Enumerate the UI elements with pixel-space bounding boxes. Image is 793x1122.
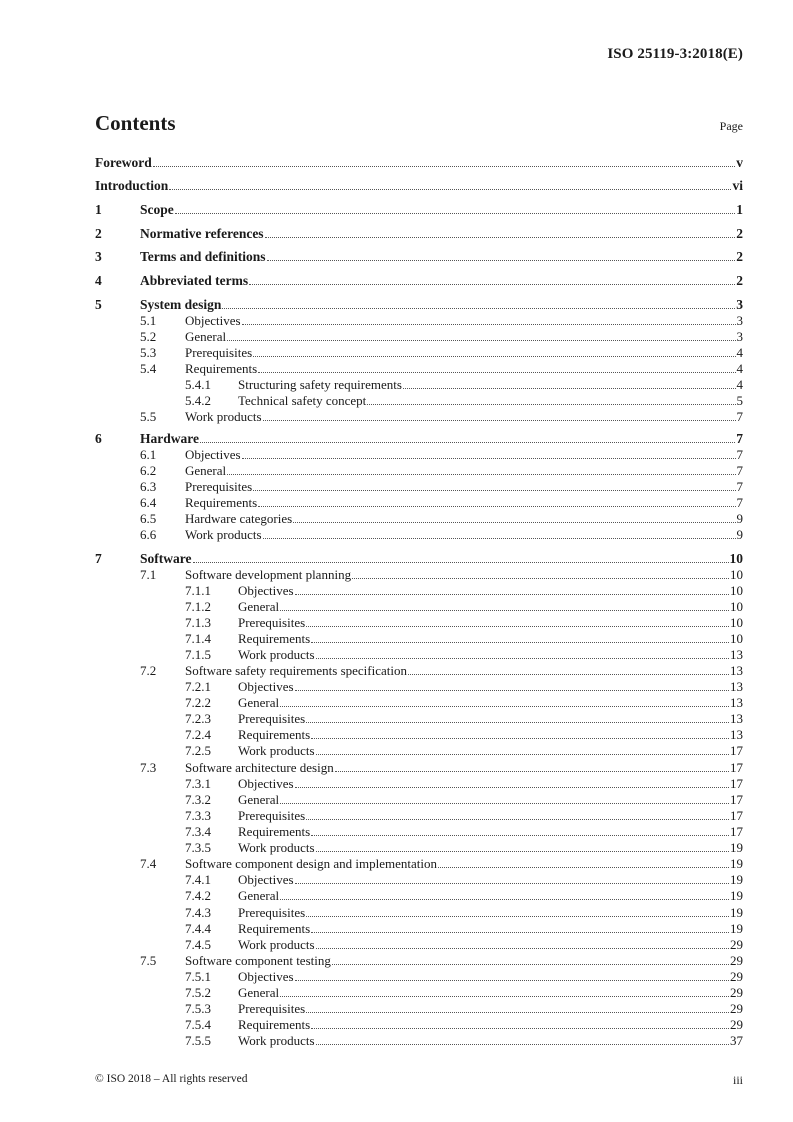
toc-entry[interactable] <box>95 567 743 583</box>
toc-entry-title[interactable]: Work products <box>185 409 262 424</box>
dot-leader <box>403 387 736 389</box>
toc-entry-number: 7.4.3 <box>185 905 211 920</box>
toc-entry-title[interactable]: Software development planning <box>185 567 352 582</box>
toc-entry-number: 7.4.1 <box>185 872 211 887</box>
toc-entry-page[interactable]: 10 <box>730 583 743 598</box>
toc-entry-number: 5.4.1 <box>185 377 211 392</box>
toc-entry-number: 5.4 <box>140 361 157 376</box>
dot-leader <box>306 915 729 917</box>
dot-leader <box>280 609 729 611</box>
toc-entry-page[interactable]: 3 <box>736 313 743 328</box>
toc-entry[interactable] <box>95 345 743 361</box>
toc-entry-page[interactable]: 13 <box>730 727 743 742</box>
toc-entry-page[interactable]: 29 <box>730 969 743 984</box>
toc-entry[interactable] <box>95 727 743 743</box>
toc-entry-title[interactable]: Requirements <box>185 361 258 376</box>
toc-entry-title[interactable]: Work products <box>238 937 315 952</box>
toc-entry-number: 7.1.1 <box>185 583 211 598</box>
contents-title: Contents <box>95 111 176 135</box>
toc-entry-title[interactable]: Introduction <box>95 178 169 193</box>
toc-entry[interactable] <box>95 527 743 543</box>
toc-entry-page[interactable]: 4 <box>736 361 743 376</box>
toc-entry-title[interactable]: Objectives <box>238 583 294 598</box>
toc-entry-number: 6.6 <box>140 527 157 542</box>
toc-entry[interactable] <box>95 511 743 527</box>
toc-entry-title[interactable]: Requirements <box>238 1017 311 1032</box>
toc-entry-number: 7.2 <box>140 663 157 678</box>
toc-entry-page[interactable]: 19 <box>730 888 743 903</box>
toc-entry-number: 7.3.3 <box>185 808 211 823</box>
toc-entry-number: 7.1.4 <box>185 631 211 646</box>
toc-entry-page[interactable]: 17 <box>730 808 743 823</box>
toc-entry-title[interactable]: Software safety requirements specification <box>185 663 407 678</box>
dot-leader <box>193 561 729 563</box>
dot-leader <box>295 786 729 788</box>
toc-entry-page[interactable]: 7 <box>736 463 743 478</box>
toc-entry-page[interactable]: 13 <box>730 679 743 694</box>
toc-entry[interactable] <box>95 313 743 329</box>
toc-entry-title[interactable]: System design <box>140 297 222 312</box>
toc-entry[interactable] <box>95 631 743 647</box>
toc-entry-number: 6.1 <box>140 447 157 462</box>
toc-entry-number: 6 <box>95 431 102 446</box>
toc-entry-title[interactable]: Requirements <box>238 824 311 839</box>
toc-entry-title[interactable]: Work products <box>185 527 262 542</box>
toc-entry-title[interactable]: Hardware categories <box>185 511 293 526</box>
toc-entry-page[interactable]: 29 <box>730 1001 743 1016</box>
toc-entry-number: 7.2.2 <box>185 695 211 710</box>
toc-entry-title[interactable]: General <box>238 599 280 614</box>
toc-entry-title[interactable]: Structuring safety requirements <box>238 377 402 392</box>
toc-entry-title[interactable]: General <box>238 985 280 1000</box>
toc-entry-number: 7.4 <box>140 856 157 871</box>
toc-entry-page[interactable]: vi <box>732 178 743 193</box>
dot-leader <box>227 339 735 341</box>
dot-leader <box>263 537 736 539</box>
toc-entry-page[interactable]: 9 <box>736 527 743 542</box>
toc-entry[interactable] <box>95 743 743 759</box>
toc-entry-number: 7.1.2 <box>185 599 211 614</box>
toc-entry-page[interactable]: 19 <box>730 872 743 887</box>
dot-leader <box>311 737 729 739</box>
dot-leader <box>306 625 729 627</box>
toc-entry-title[interactable]: Work products <box>238 1033 315 1048</box>
toc-entry[interactable] <box>95 679 743 695</box>
toc-entry-title[interactable]: Software component testing <box>185 953 331 968</box>
toc-entry[interactable] <box>95 856 743 872</box>
toc-entry-title[interactable]: General <box>185 463 227 478</box>
toc-entry-title[interactable]: Terms and definitions <box>140 249 266 264</box>
toc-entry[interactable] <box>95 953 743 969</box>
dot-leader <box>169 188 731 190</box>
toc-entry-number: 6.2 <box>140 463 157 478</box>
toc-entry[interactable] <box>95 226 743 242</box>
toc-entry-number: 7.1.5 <box>185 647 211 662</box>
toc-entry-number: 4 <box>95 273 102 288</box>
dot-leader <box>153 165 736 167</box>
toc-entry-number: 7.1.3 <box>185 615 211 630</box>
toc-entry-number: 7.4.4 <box>185 921 211 936</box>
toc-entry-page[interactable]: 10 <box>729 551 743 566</box>
toc-entry-number: 7.3.4 <box>185 824 211 839</box>
toc-entry-page[interactable]: 29 <box>730 937 743 952</box>
toc-entry-title[interactable]: Work products <box>238 647 315 662</box>
dot-leader <box>438 866 729 868</box>
toc-entry-title[interactable]: Objectives <box>238 969 294 984</box>
toc-entry-page[interactable]: 19 <box>730 921 743 936</box>
toc-entry-title[interactable]: Prerequisites <box>185 345 253 360</box>
toc-entry-title[interactable]: Prerequisites <box>238 808 306 823</box>
dot-leader <box>253 489 735 491</box>
dot-leader <box>295 979 729 981</box>
toc-entry[interactable] <box>95 647 743 663</box>
toc-entry-title[interactable]: Foreword <box>95 155 152 170</box>
toc-entry[interactable] <box>95 409 743 425</box>
toc-entry-page[interactable]: v <box>736 155 743 170</box>
toc-entry-page[interactable]: 7 <box>736 409 743 424</box>
toc-entry[interactable] <box>95 155 743 171</box>
dot-leader <box>316 657 729 659</box>
dot-leader <box>280 995 729 997</box>
toc-entry[interactable] <box>95 447 743 463</box>
toc-entry[interactable] <box>95 711 743 727</box>
toc-entry[interactable] <box>95 921 743 937</box>
toc-entry-title[interactable]: Hardware <box>140 431 199 446</box>
toc-entry-page[interactable]: 37 <box>730 1033 743 1048</box>
toc-entry[interactable] <box>95 249 743 265</box>
toc-entry-number: 6.5 <box>140 511 157 526</box>
toc-entry[interactable] <box>95 361 743 377</box>
dot-leader <box>295 882 729 884</box>
toc-entry[interactable] <box>95 840 743 856</box>
dot-leader <box>249 283 735 285</box>
dot-leader <box>306 818 729 820</box>
toc-entry-number: 2 <box>95 226 102 241</box>
toc-entry-page[interactable]: 13 <box>730 695 743 710</box>
toc-entry-number: 7.2.4 <box>185 727 211 742</box>
toc-entry-number: 7.3 <box>140 760 157 775</box>
toc-entry[interactable] <box>95 393 743 409</box>
toc-entry-number: 7.2.1 <box>185 679 211 694</box>
toc-entry-page[interactable]: 10 <box>730 631 743 646</box>
toc-entry-title[interactable]: Objectives <box>238 679 294 694</box>
toc-entry-number: 7.1 <box>140 567 157 582</box>
dot-leader <box>408 673 729 675</box>
toc-entry-title[interactable]: Software <box>140 551 192 566</box>
dot-leader <box>295 689 729 691</box>
toc-entry-title[interactable]: Prerequisites <box>238 711 306 726</box>
toc-entry[interactable] <box>95 599 743 615</box>
dot-leader <box>258 371 735 373</box>
toc-entry[interactable] <box>95 1001 743 1017</box>
toc-entry-title[interactable]: Objectives <box>238 872 294 887</box>
toc-entry-page[interactable]: 5 <box>736 393 743 408</box>
toc-entry-number: 7.2.5 <box>185 743 211 758</box>
dot-leader <box>295 593 729 595</box>
dot-leader <box>316 753 729 755</box>
toc-entry-page[interactable]: 7 <box>736 479 743 494</box>
toc-entry-number: 6.4 <box>140 495 157 510</box>
toc-entry[interactable] <box>95 695 743 711</box>
toc-entry-page[interactable]: 19 <box>730 840 743 855</box>
toc-entry[interactable] <box>95 905 743 921</box>
toc-entry-number: 5.4.2 <box>185 393 211 408</box>
toc-entry[interactable] <box>95 583 743 599</box>
toc-entry[interactable] <box>95 178 743 194</box>
toc-entry-number: 7.3.1 <box>185 776 211 791</box>
toc-entry[interactable] <box>95 888 743 904</box>
toc-entry[interactable] <box>95 273 743 289</box>
dot-leader <box>242 457 736 459</box>
toc-entry-title[interactable]: Prerequisites <box>185 479 253 494</box>
toc-entry[interactable] <box>95 808 743 824</box>
toc-entry-page[interactable]: 10 <box>730 615 743 630</box>
toc-entry-page[interactable]: 7 <box>736 431 743 446</box>
toc-entry-title[interactable]: Requirements <box>185 495 258 510</box>
toc-entry-number: 5 <box>95 297 102 312</box>
toc-entry-number: 7 <box>95 551 102 566</box>
toc-entry-page[interactable]: 13 <box>730 663 743 678</box>
dot-leader <box>253 355 735 357</box>
footer-copyright: © ISO 2018 – All rights reserved <box>95 1073 248 1085</box>
toc-entry-number: 5.5 <box>140 409 157 424</box>
toc-entry-page[interactable]: 4 <box>736 345 743 360</box>
toc-entry-number: 7.3.5 <box>185 840 211 855</box>
toc-entry-page[interactable]: 17 <box>730 776 743 791</box>
toc-entry-title[interactable]: Abbreviated terms <box>140 273 249 288</box>
toc-entry-page[interactable]: 2 <box>736 249 743 264</box>
toc-entry-title[interactable]: Objectives <box>185 313 241 328</box>
page-column-label: Page <box>719 119 743 133</box>
dot-leader <box>311 641 729 643</box>
toc-entry[interactable] <box>95 297 743 313</box>
toc-entry-page[interactable]: 29 <box>730 953 743 968</box>
toc-entry-page[interactable]: 7 <box>736 447 743 462</box>
toc-entry[interactable] <box>95 202 743 218</box>
toc-entry-page[interactable]: 13 <box>730 711 743 726</box>
toc-entry[interactable] <box>95 463 743 479</box>
dot-leader <box>316 1043 729 1045</box>
toc-entry-page[interactable]: 9 <box>736 511 743 526</box>
toc-entry[interactable] <box>95 776 743 792</box>
toc-entry-page[interactable]: 17 <box>730 743 743 758</box>
toc-entry-title[interactable]: Requirements <box>238 921 311 936</box>
toc-entry-title[interactable]: Requirements <box>238 727 311 742</box>
toc-entry-number: 7.5.2 <box>185 985 211 1000</box>
toc-entry-page[interactable]: 3 <box>736 329 743 344</box>
dot-leader <box>280 802 729 804</box>
toc-entry-title[interactable]: Work products <box>238 840 315 855</box>
toc-entry[interactable] <box>95 495 743 511</box>
dot-leader <box>280 705 729 707</box>
dot-leader <box>175 212 736 214</box>
toc-entry[interactable] <box>95 969 743 985</box>
toc-entry-number: 7.5.3 <box>185 1001 211 1016</box>
dot-leader <box>222 307 735 309</box>
toc-entry[interactable] <box>95 760 743 776</box>
toc-entry-title[interactable]: Software architecture design <box>185 760 334 775</box>
dot-leader <box>280 898 729 900</box>
dot-leader <box>227 473 735 475</box>
toc-entry[interactable] <box>95 551 743 567</box>
toc-entry-page[interactable]: 1 <box>736 202 743 217</box>
dot-leader <box>267 259 736 261</box>
dot-leader <box>306 1011 729 1013</box>
toc-entry[interactable] <box>95 431 743 447</box>
dot-leader <box>311 1027 729 1029</box>
dot-leader <box>332 963 729 965</box>
toc-entry-title[interactable]: Work products <box>238 743 315 758</box>
toc-entry[interactable] <box>95 985 743 1001</box>
toc-entry-number: 7.5.4 <box>185 1017 211 1032</box>
toc-entry-page[interactable]: 19 <box>730 905 743 920</box>
dot-leader <box>335 770 729 772</box>
toc-entry-page[interactable]: 29 <box>730 1017 743 1032</box>
toc-entry-page[interactable]: 17 <box>730 824 743 839</box>
dot-leader <box>352 577 729 579</box>
toc-entry[interactable] <box>95 1017 743 1033</box>
toc-entry-page[interactable]: 10 <box>730 567 743 582</box>
dot-leader <box>263 419 736 421</box>
toc-entry-number: 3 <box>95 249 102 264</box>
toc-entry[interactable] <box>95 1033 743 1049</box>
toc-entry[interactable] <box>95 937 743 953</box>
toc-entry-number: 5.3 <box>140 345 157 360</box>
toc-entry-title[interactable]: Requirements <box>238 631 311 646</box>
toc-entry-number: 7.4.5 <box>185 937 211 952</box>
toc-entry-title[interactable]: Scope <box>140 202 174 217</box>
toc-entry[interactable] <box>95 615 743 631</box>
toc-entry-title[interactable]: General <box>238 888 280 903</box>
toc-entry-page[interactable]: 29 <box>730 985 743 1000</box>
toc-entry-title[interactable]: Objectives <box>185 447 241 462</box>
toc-entry-page[interactable]: 2 <box>736 273 743 288</box>
document-code: ISO 25119-3:2018(E) <box>607 46 743 62</box>
toc-entry-title[interactable]: Normative references <box>140 226 264 241</box>
toc-entry-title[interactable]: Prerequisites <box>238 615 306 630</box>
toc-entry[interactable] <box>95 792 743 808</box>
toc-entry-page[interactable]: 17 <box>730 792 743 807</box>
toc-entry-number: 7.4.2 <box>185 888 211 903</box>
dot-leader <box>265 236 736 238</box>
toc-entry-title[interactable]: Objectives <box>238 776 294 791</box>
toc-entry-page[interactable]: 3 <box>736 297 743 312</box>
toc-entry-number: 1 <box>95 202 102 217</box>
dot-leader <box>242 323 736 325</box>
toc-entry-number: 7.5.1 <box>185 969 211 984</box>
toc-entry-number: 7.3.2 <box>185 792 211 807</box>
dot-leader <box>311 834 729 836</box>
toc-entry-title[interactable]: Technical safety concept <box>238 393 367 408</box>
toc-entry-page[interactable]: 13 <box>730 647 743 662</box>
toc-entry-title[interactable]: General <box>238 695 280 710</box>
toc-entry-page[interactable]: 17 <box>730 760 743 775</box>
toc-entry[interactable] <box>95 329 743 345</box>
dot-leader <box>258 505 735 507</box>
footer-page-number: iii <box>732 1073 743 1087</box>
toc-entry-number: 7.5 <box>140 953 157 968</box>
toc-entry-number: 7.5.5 <box>185 1033 211 1048</box>
toc-entry-title[interactable]: Prerequisites <box>238 905 306 920</box>
dot-leader <box>311 931 729 933</box>
toc-entry[interactable] <box>95 824 743 840</box>
toc-entry-title[interactable]: General <box>238 792 280 807</box>
dot-leader <box>316 947 729 949</box>
dot-leader <box>316 850 729 852</box>
toc-entry-title[interactable]: Software component design and implementation <box>185 856 437 871</box>
toc-entry-title[interactable]: Prerequisites <box>238 1001 306 1016</box>
dot-leader <box>293 521 735 523</box>
dot-leader <box>306 721 729 723</box>
toc-entry-number: 5.2 <box>140 329 157 344</box>
toc-entry[interactable] <box>95 479 743 495</box>
toc-entry-number: 6.3 <box>140 479 157 494</box>
toc-entry[interactable] <box>95 377 743 393</box>
toc-entry[interactable] <box>95 872 743 888</box>
toc-entry-page[interactable]: 10 <box>730 599 743 614</box>
toc-entry-number: 5.1 <box>140 313 157 328</box>
dot-leader <box>367 403 735 405</box>
toc-entry-page[interactable]: 4 <box>736 377 743 392</box>
toc-entry[interactable] <box>95 663 743 679</box>
toc-entry-title[interactable]: General <box>185 329 227 344</box>
dot-leader <box>200 441 735 443</box>
toc-entry-number: 7.2.3 <box>185 711 211 726</box>
toc-entry-page[interactable]: 19 <box>730 856 743 871</box>
toc-entry-page[interactable]: 2 <box>736 226 743 241</box>
toc-entry-page[interactable]: 7 <box>736 495 743 510</box>
